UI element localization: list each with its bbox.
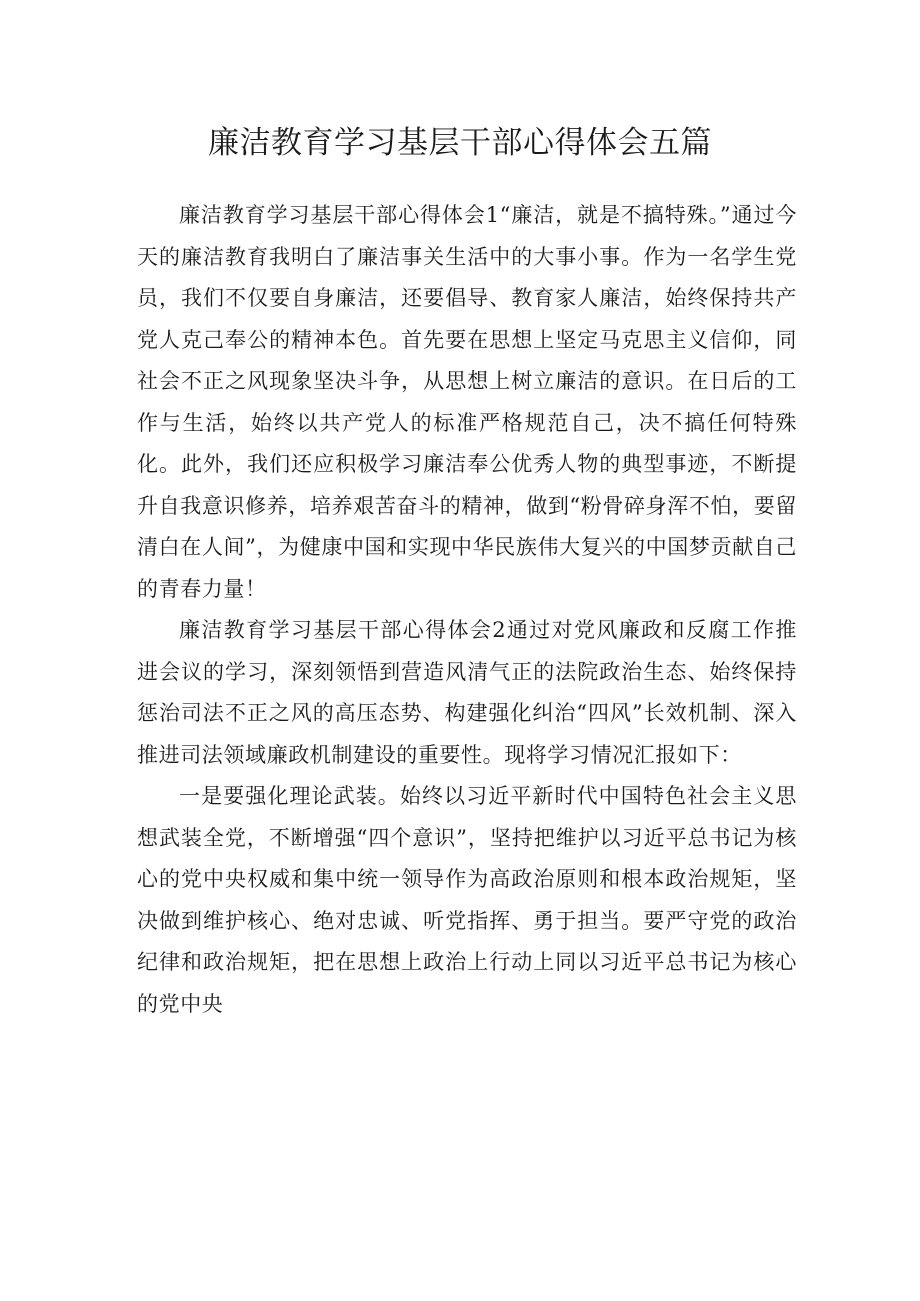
document-title: 廉洁教育学习基层干部心得体会五篇 — [208, 125, 712, 161]
document-body — [137, 195, 797, 1025]
paragraph-3: 一是要强化理论武装。始终以习近平新时代中国特色社会主义思想武装全党，不断增强“四个意识”，坚持把维护以习近平总书记为核心的党中央权威和集中统一领导作为高政治原则和根本政治规矩，坚决做到维护核心、绝对忠诚、听党指挥、勇于担当。要严守党的政治纪律和政治规矩，把在思想上政治上行动上同以习近平总书记为核心的党中央 — [137, 784, 797, 1016]
paragraph-2: 廉洁教育学习基层干部心得体会2通过对党风廉政和反腐工作推进会议的学习，深刻领悟到营造风清气正的法院政治生态、始终保持惩治司法不正之风的高压态势、构建强化纠治“四风”长效机制、深入推进司法领域廉政机制建设的重要性。现将学习情况汇报如下： — [137, 618, 797, 767]
paragraph-1: 廉洁教育学习基层干部心得体会1“廉洁，就是不搞特殊。”通过今天的廉洁教育我明白了廉洁事关生活中的大事小事。作为一名学生党员，我们不仅要自身廉洁，还要倡导、教育家人廉洁，始终保持共产党人克己奉公的精神本色。首先要在思想上坚定马克思主义信仰，同社会不正之风现象坚决斗争，从思想上树立廉洁的意识。在日后的工作与生活，始终以共产党人的标准严格规范自己，决不搞任何特殊化。此外，我们还应积极学习廉洁奉公优秀人物的典型事迹，不断提升自我意识修养，培养艰苦奋斗的精神，做到“粉骨碎身浑不怕，要留清白在人间”，为健康中国和实现中华民族伟大复兴的中国梦贡献自己的青春力量！ — [137, 203, 797, 601]
